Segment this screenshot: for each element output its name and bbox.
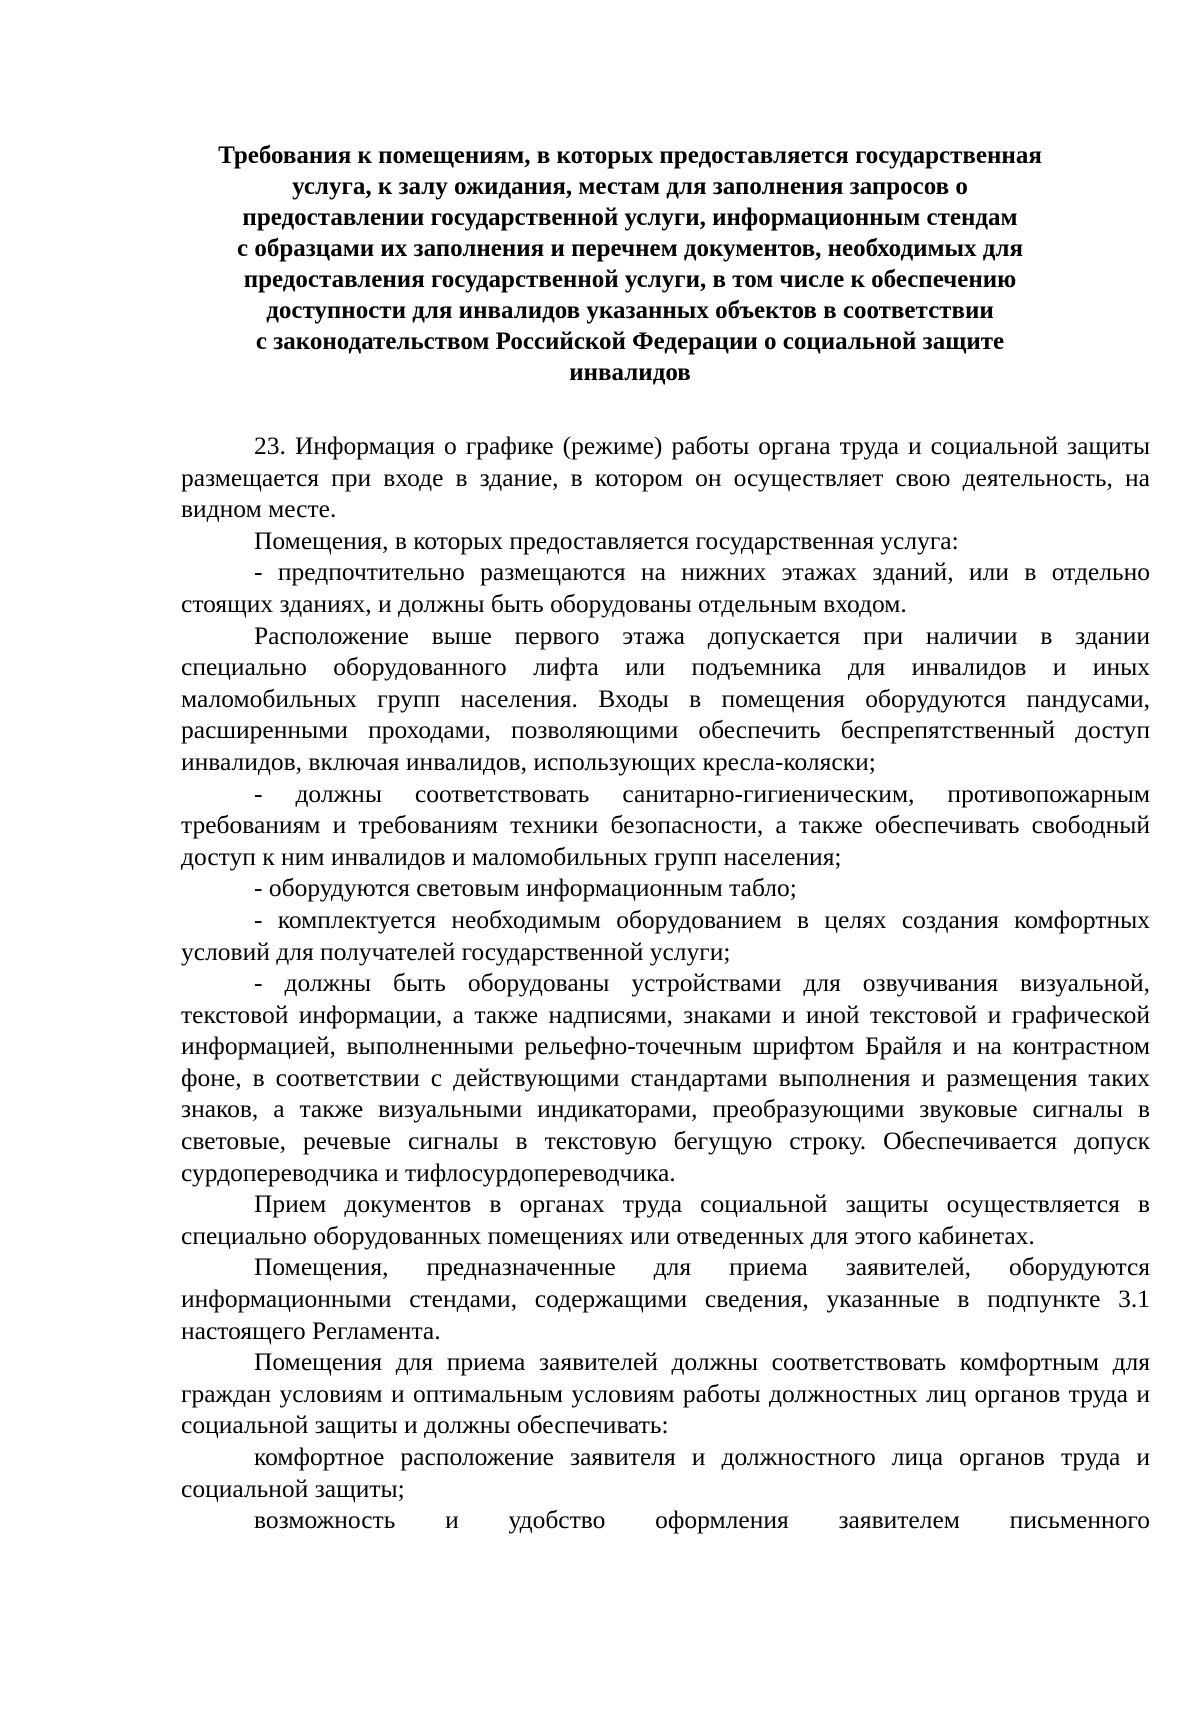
paragraph: - комплектуется необходимым оборудованием в целях создания комфортных условий для получателей государственной услуги; (181, 904, 1150, 966)
heading-line: Требования к помещениям, в которых предоставляется государственная (218, 142, 1042, 169)
heading-line: услуга, к залу ожидания, местам для заполнения запросов о (292, 173, 968, 200)
section-heading (170, 140, 1090, 388)
document-body (181, 430, 1150, 1536)
paragraph: Прием документов в органах труда социальной защиты осуществляется в специально оборудованных помещениях или отведенных для этого кабинетах. (181, 1189, 1150, 1250)
paragraph: Помещения для приема заявителей должны соответствовать комфортным для граждан условиям и оптимальным условиям работы должностных лиц органов труда и социальной защиты и должны обеспечивать: (181, 1347, 1150, 1440)
heading-line: с законодательством Российской Федерации о социальной защите (255, 328, 1005, 355)
heading-line: с образцами их заполнения и перечнем документов, необходимых для (237, 235, 1023, 262)
paragraph: - должны соответствовать санитарно-гигиеническим, противопожарным требованиям и требованиям техники безопасности, а также обеспечивать свободный доступ к ним инвалидов и маломобильных групп населения; (181, 778, 1150, 871)
paragraph: - оборудуются световым информационным табло; (254, 873, 797, 903)
paragraph: 23. Информация о графике (режиме) работы органа труда и социальной защиты размещается при входе в здание, в котором он осуществляет свою деятельность, на видном месте. (181, 431, 1150, 524)
paragraph: - должны быть оборудованы устройствами для озвучивания визуальной, текстовой информации, а также надписями, знаками и иной текстовой и графической информацией, выполненными рельефно-точечным шрифтом Брайля и на контрастном фоне, в соответствии с действующими стандартами выполнения и размещения таких знаков, а также визуальными индикаторами, преобразующими звуковые сигналы в световые, речевые сигналы в текстовую бегущую строку. Обеспечивается допуск сурдопереводчика и тифлосурдопереводчика. (181, 968, 1150, 1187)
heading-line: предоставлении государственной услуги, информационным стендам (242, 204, 1018, 231)
paragraph: - предпочтительно размещаются на нижних этажах зданий, или в отдельно стоящих зданиях, и должны быть оборудованы отдельным входом. (181, 557, 1150, 618)
heading-line: инвалидов (569, 359, 691, 386)
heading-line: предоставления государственной услуги, в том числе к обеспечению (243, 266, 1017, 293)
paragraph: Помещения, в которых предоставляется государственная услуга: (254, 525, 959, 555)
paragraph: возможность и удобство оформления заявителем письменного (254, 1505, 1150, 1535)
paragraph: Помещения, предназначенные для приема заявителей, оборудуются информационными стендами, содержащими сведения, указанные в подпункте 3.1 настоящего Регламента. (181, 1252, 1150, 1345)
paragraph: комфортное расположение заявителя и должностного лица органов труда и социальной защиты; (181, 1442, 1150, 1503)
paragraph: Расположение выше первого этажа допускается при наличии в здании специально оборудованного лифта или подъемника для инвалидов и иных маломобильных групп населения. Входы в помещения оборудуются пандусами, расширенными проходами, позволяющими обеспечить беспрепятственный доступ инвалидов, включая инвалидов, использующих кресла-коляски; (181, 620, 1150, 776)
heading-line: доступности для инвалидов указанных объектов в соответствии (266, 297, 994, 324)
